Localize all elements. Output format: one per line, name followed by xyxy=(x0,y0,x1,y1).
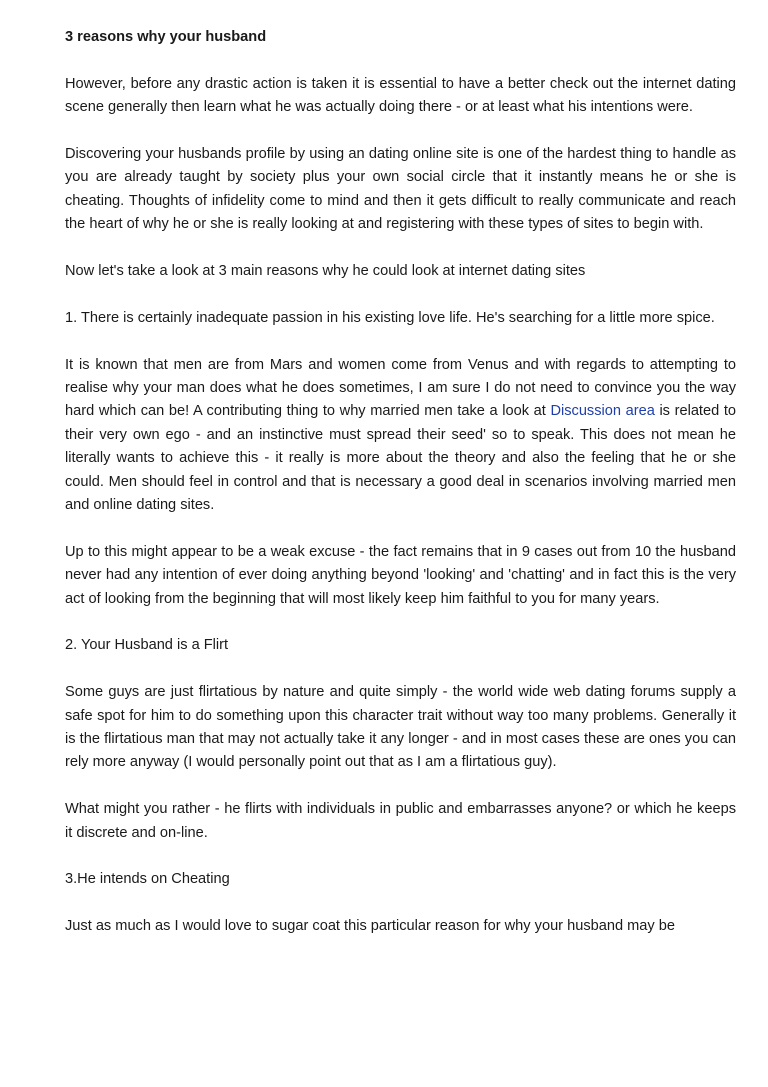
paragraph-flirtatious-guys: Some guys are just flirtatious by nature and quite simply - the world wide web dating forums supply a safe spot for him to do something upon this character trait without way too many problems. Generally it is the flirtatious man that may not actually take it any longer - and in most cases these are ones you can rely more anyway (I would personally point out that as I am a flirtatious guy). xyxy=(65,684,736,771)
discussion-area-link[interactable]: Discussion area xyxy=(550,403,655,420)
paragraph-sugar-coat: Just as much as I would love to sugar coat this particular reason for why your husband may be xyxy=(65,918,676,935)
paragraph-reason-three: 3.He intends on Cheating xyxy=(65,871,230,888)
paragraph-mars-venus-text-start: It is known that men are from Mars and women come from Venus and with regards to attempting to realise why your man does what he does sometimes, I am sure I do not need to convince you the way hard which can be! A contributing thing to why married men take a look at xyxy=(65,356,736,420)
paragraph-weak-excuse: Up to this might appear to be a weak excuse - the fact remains that in 9 cases out from 10 the husband never had any intention of ever doing anything beyond 'looking' and 'chatting' and in fact this is the very act of looking from the beginning that will most likely keep him faithful to you for many years. xyxy=(65,543,736,607)
paragraph-mars-venus-text-end: is related to their very own ego - and an instinctive must spread their seed' so to speak. This does not mean he literally wants to achieve this - it really is more about the theory and also the feeling that he or she could. Men should feel in control and that is necessary a good deal in scenarios involving married men and online dating sites. xyxy=(65,403,737,514)
paragraph-reason-one: 1. There is certainly inadequate passion in his existing love life. He's searching for a little more spice. xyxy=(65,309,715,326)
paragraph-mars-venus xyxy=(65,354,736,518)
paragraph-discovering-profile: Discovering your husbands profile by using an dating online site is one of the hardest thing to handle as you are already taught by society plus your own social circle that it instantly means he or she is cheating. Thoughts of infidelity come to mind and then it gets difficult to really communicate and reach the heart of why he or she is really looking at and registering with these types of sites to begin with. xyxy=(65,146,736,233)
paragraph-flirts-in-public: What might you rather - he flirts with individuals in public and embarrasses anyone? or which he keeps it discrete and on-line. xyxy=(65,801,736,841)
paragraph-reason-two: 2. Your Husband is a Flirt xyxy=(65,637,229,654)
document-title: 3 reasons why your husband xyxy=(65,29,267,45)
paragraph-intro: However, before any drastic action is taken it is essential to have a better check out the internet dating scene generally then learn what he was actually doing there - or at least what his intentions were. xyxy=(65,75,736,116)
document-body xyxy=(65,26,736,962)
paragraph-three-reasons-lead: Now let's take a look at 3 main reasons why he could look at internet dating sites xyxy=(65,263,586,280)
